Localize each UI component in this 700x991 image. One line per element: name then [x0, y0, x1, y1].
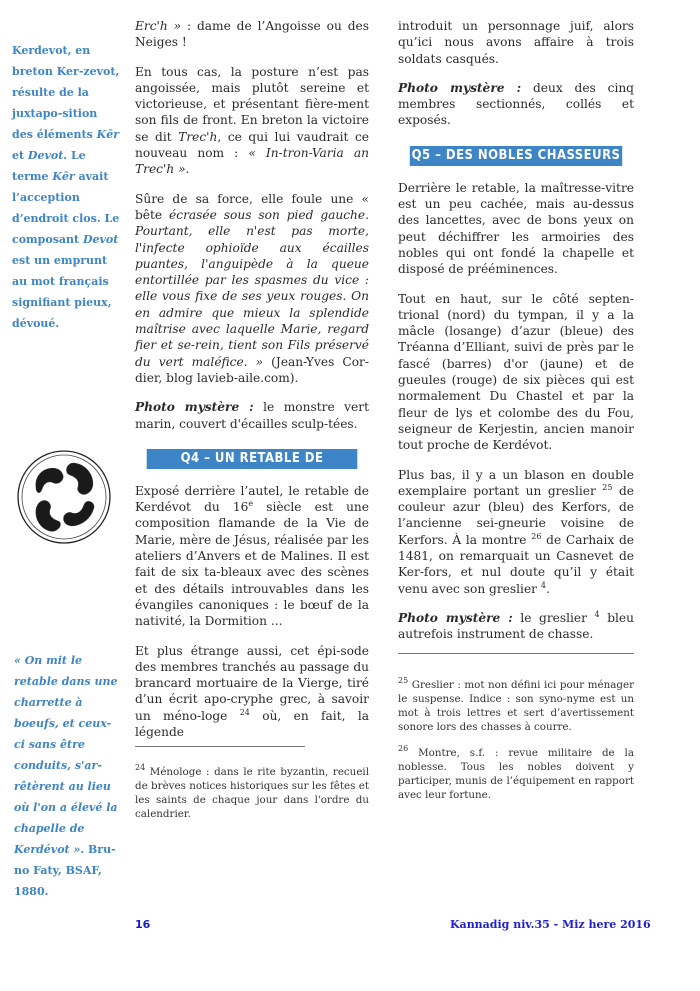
text: siècle est une composition flamande de la Vie de Marie, mère de Jésus, réalisée par les ateliers d’Anvers et de Malines. Il est fait de six ta-bleaux avec des scènes et des détails introuvables dans les évangiles canoniques : le bœuf de la nativité, la Dormition ... — [135, 500, 369, 629]
italic-text: Trec'h — [178, 129, 218, 144]
text: . — [545, 581, 550, 596]
text: En tous cas, la posture n’est pas angoissée, mais plutôt sereine et victorieuse, et présentant fière-ment son fils de front. En breton la victoire se dit — [135, 64, 369, 144]
photo-mystery-label: Photo mystère : — [398, 80, 522, 95]
paragraph: Tout en haut, sur le côté septen-trional (nord) du tympan, il y a la mâcle (losange) d’azur (bleue) des Tréanna d’Elliant, suivi de près par le fascé (barres) d'or (jaune) et de gueules (rouge) de six pièces qui est normalement Du Chastel et par la fleur de lys et colombe des du Fou, seigneur de Kerjestin, ancien manoir tout proche de Kerdévot. — [398, 291, 634, 453]
footnote-26 — [398, 743, 634, 802]
text: bleu autrefois instrument de chasse. — [398, 610, 634, 642]
paragraph — [135, 64, 369, 178]
note-text: . Le terme — [12, 149, 86, 183]
photo-mystery-paragraph — [135, 399, 369, 432]
sidebar-etymology-note — [12, 40, 122, 334]
article-column-middle — [135, 18, 369, 833]
triskell-icon — [14, 447, 114, 547]
paragraph: Derrière le retable, la maîtresse-vitre est un peu cachée, mais au-dessus des lancettes, avec de bons yeux on peut déchiffrer les armoiries des nobles qui ont fondé la chapelle et disposé de prééminences. — [398, 180, 634, 277]
footnote-divider — [398, 653, 634, 654]
text: : dame de l’Angoisse ou des Neiges ! — [135, 19, 369, 50]
footnote-24 — [135, 765, 369, 821]
photo-mystery-paragraph — [398, 610, 634, 643]
footnote-ref-24[interactable]: 24 — [239, 707, 250, 717]
note-text: est un emprunt au mot français signifiant pieux, dévoué. — [12, 254, 112, 330]
footnote-number: 24 — [135, 763, 146, 773]
footnote-ref-26[interactable]: 26 — [531, 531, 542, 541]
footnote-ref-25[interactable]: 25 — [602, 482, 613, 492]
paragraph: introduit un personnage juif, alors qu’ici nous avons affaire à trois soldats casqués. — [398, 19, 634, 66]
quote-text: « On mit le retable dans une charrette à boeufs, et ceux-ci sans être conduits, s'ar-rêtèrent au lieu où l'on a élevé la chapelle de Kerdévot ». — [14, 654, 118, 856]
text: Plus bas, il y a un blason en double exemplaire portant un greslier — [398, 467, 634, 498]
note-text: Kerdevot, en breton Ker-zevot, résulte de la juxtapo-sition des éléments — [12, 44, 120, 141]
paragraph — [398, 467, 634, 597]
footnote-text: Greslier : mot non défini ici pour ménager le suspense. Indice : son syno-nyme est un mot à trois lettres et sert d’avertissement sonore lors des chasses à courre. — [398, 678, 634, 733]
superscript: e — [248, 499, 254, 509]
italic-text: Erc'h » — [135, 19, 182, 33]
section-heading-q5: Q5 – DES NOBLES CHASSEURS — [410, 146, 622, 166]
photo-mystery-label: Photo mystère : — [135, 400, 254, 415]
text: de Carhaix de 1481, on remarquait un Casnevet de Ker-fors, et nul doute qu’il y était venu avec son greslier — [398, 532, 634, 596]
italic-quote: écrasée sous son pied gauche. Pourtant, elle n'est pas morte, l'infecte ophioïde aux écailles puantes, l'anguipède à la queue entortillée par les spasmes du vice : elle vous fixe de ses yeux rouges. On en admire que mieux la splendide maîtrise avec laquelle Marie, regard fier et se-rein, tient son Fils préservé du vert maléfice. » — [135, 207, 369, 369]
note-text: avait l’acception d’endroit clos. Le composant — [12, 170, 120, 246]
article-column-right — [398, 18, 634, 814]
quote-attribution: Bru-no Faty, BSAF, 1880. — [14, 843, 116, 898]
footnote-text: Ménologe : dans le rite byzantin, recueil de brèves notices historiques sur les fêtes et les saints de chaque jour dans l'ordre du calendrier. — [135, 766, 369, 821]
note-text: et — [12, 149, 28, 162]
text: Exposé derrière l’autel, le retable de Kerdévot du 16 — [135, 483, 369, 515]
photo-mystery-paragraph — [398, 80, 634, 129]
footnote-ref-4[interactable]: 4 — [540, 580, 546, 590]
sidebar-quote — [14, 650, 122, 902]
text: le greslier — [512, 610, 595, 625]
footnote-divider — [135, 746, 305, 747]
footnote-number: 26 — [398, 743, 409, 753]
text: le monstre vert marin, couvert d'écailles sculp-tées. — [135, 400, 369, 431]
paragraph — [135, 483, 369, 630]
footnote-text: Montre, s.f. : revue militaire de la noblesse. Tous les nobles doivent y participer, munis de l’équipement en rapport avec leur fortune. — [398, 746, 634, 801]
page-number: 16 — [135, 918, 151, 931]
text: (Jean-Yves Cor-dier, blog lavieb-aile.com). — [135, 354, 369, 385]
note-term-devot: Devot — [27, 149, 64, 162]
text: deux des cinq membres sectionnés, collés et exposés. — [398, 80, 634, 128]
footnote-number: 25 — [398, 675, 409, 685]
italic-text: « In-tron-Varia an Trec'h » — [135, 146, 369, 177]
paragraph — [135, 643, 369, 741]
note-term-ker: Kēr — [96, 128, 119, 141]
publication-footer: Kannadig niv.35 - Miz here 2016 — [450, 918, 651, 931]
paragraph — [135, 18, 369, 51]
section-heading-q4: Q4 – UN RETABLE DE VIOLENCE — [147, 449, 358, 469]
text: de couleur azur (bleu) des Kerfors, de l’ancienne sei-gneurie voisine de Kerfors. À la montre — [398, 483, 634, 547]
photo-mystery-label: Photo mystère : — [398, 610, 513, 625]
text: . — [185, 162, 190, 177]
text: où, en fait, la légende — [135, 708, 369, 739]
text: , ce qui lui vaudrait ce nouveau nom : — [135, 129, 369, 161]
paragraph — [135, 191, 369, 387]
text: Et plus étrange aussi, cet épi-sode des membres tranchés au passage du brancard mortuaire de la Vierge, tiré d’un écrit apo-cryphe grec, à savoir un méno-loge — [135, 643, 369, 723]
footnote-25 — [398, 675, 634, 734]
note-term-devot: Devot — [82, 233, 119, 246]
text: Sûre de sa force, elle foule une « bête — [135, 191, 369, 222]
footnote-ref-4[interactable]: 4 — [594, 609, 600, 619]
note-term-ker: Kēr — [52, 170, 75, 183]
